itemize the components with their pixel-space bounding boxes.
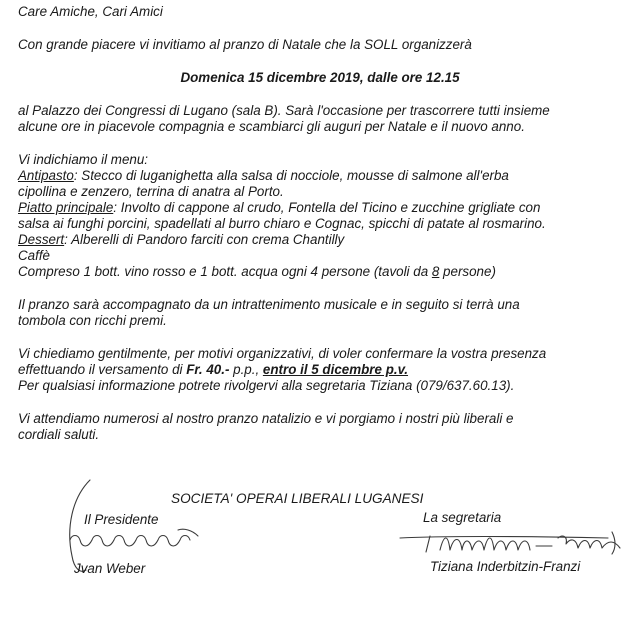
venue-line-2: alcune ore in piacevole compagnia e scambiarci gli auguri per Natale e il nuovo anno. — [18, 119, 525, 134]
confirm-line-2: effettuando il versamento di Fr. 40.- p.p., entro il 5 dicembre p.v. — [18, 362, 409, 377]
price: Fr. 40.- — [186, 362, 230, 377]
menu-antipasto-line-1 — [18, 168, 509, 184]
greeting: Care Amiche, Cari Amici — [18, 4, 163, 19]
president-name: Jvan Weber — [74, 561, 146, 576]
menu-intro: Vi indichiamo il menu: — [18, 152, 149, 167]
president-title: Il Presidente — [84, 512, 159, 527]
dessert-text: : Alberelli di Pandoro farciti con crema Chantilly — [64, 232, 345, 247]
secretary-signature — [398, 524, 628, 560]
drinks-line: Compreso 1 bott. vino rosso e 1 bott. acqua ogni 4 persone (tavoli da 8 persone) — [18, 264, 496, 279]
intro-paragraph: Con grande piacere vi invitiamo al pranzo di Natale che la SOLL organizzerà — [18, 37, 472, 52]
menu-dessert-line — [18, 232, 344, 248]
deadline: entro il 5 dicembre p.v. — [262, 362, 409, 377]
menu-main-line-1 — [18, 200, 540, 216]
main-course-label: Piatto principale — [18, 200, 114, 215]
menu-main-line-2: salsa ai funghi porcini, spadellati al burro chiaro e Cognac, spicchi di patate al rosmarino. — [18, 216, 546, 231]
event-date-line: Domenica 15 dicembre 2019, dalle ore 12.15 — [180, 70, 460, 85]
dessert-label: Dessert — [18, 232, 65, 247]
entertainment-line-1: Il pranzo sarà accompagnato da un intrattenimento musicale e in seguito si terrà una — [18, 297, 520, 312]
menu-caffe: Caffè — [18, 248, 51, 263]
entertainment-line-2: tombola con ricchi premi. — [18, 313, 167, 328]
antipasto-label: Antipasto — [18, 168, 74, 183]
secretary-name: Tiziana Inderbitzin-Franzi — [430, 559, 581, 574]
confirm-line-1: Vi chiediamo gentilmente, per motivi organizzativi, di voler confermare la vostra presenza — [18, 346, 547, 361]
organization-name: SOCIETA' OPERAI LIBERALI LUGANESI — [171, 491, 424, 506]
closing-line-1: Vi attendiamo numerosi al nostro pranzo natalizio e vi porgiamo i nostri più liberali e — [18, 411, 514, 426]
main-course-text: : Involto di cappone al crudo, Fontella del Ticino e zucchine grigliate con — [113, 200, 541, 215]
closing-line-2: cordiali saluti. — [18, 427, 100, 442]
antipasto-text: : Stecco di luganighetta alla salsa di nocciole, mousse di salmone all'erba — [73, 168, 509, 183]
secretary-title: La segretaria — [423, 510, 502, 525]
table-size: 8 — [431, 264, 440, 279]
info-line: Per qualsiasi informazione potrete rivolgervi alla segretaria Tiziana (079/637.60.13). — [18, 378, 515, 393]
venue-line-1: al Palazzo dei Congressi di Lugano (sala B). Sarà l'occasione per trascorrere tutti insieme — [18, 103, 550, 118]
menu-antipasto-line-2: cipollina e zenzero, terrina di anatra al Porto. — [18, 184, 284, 199]
